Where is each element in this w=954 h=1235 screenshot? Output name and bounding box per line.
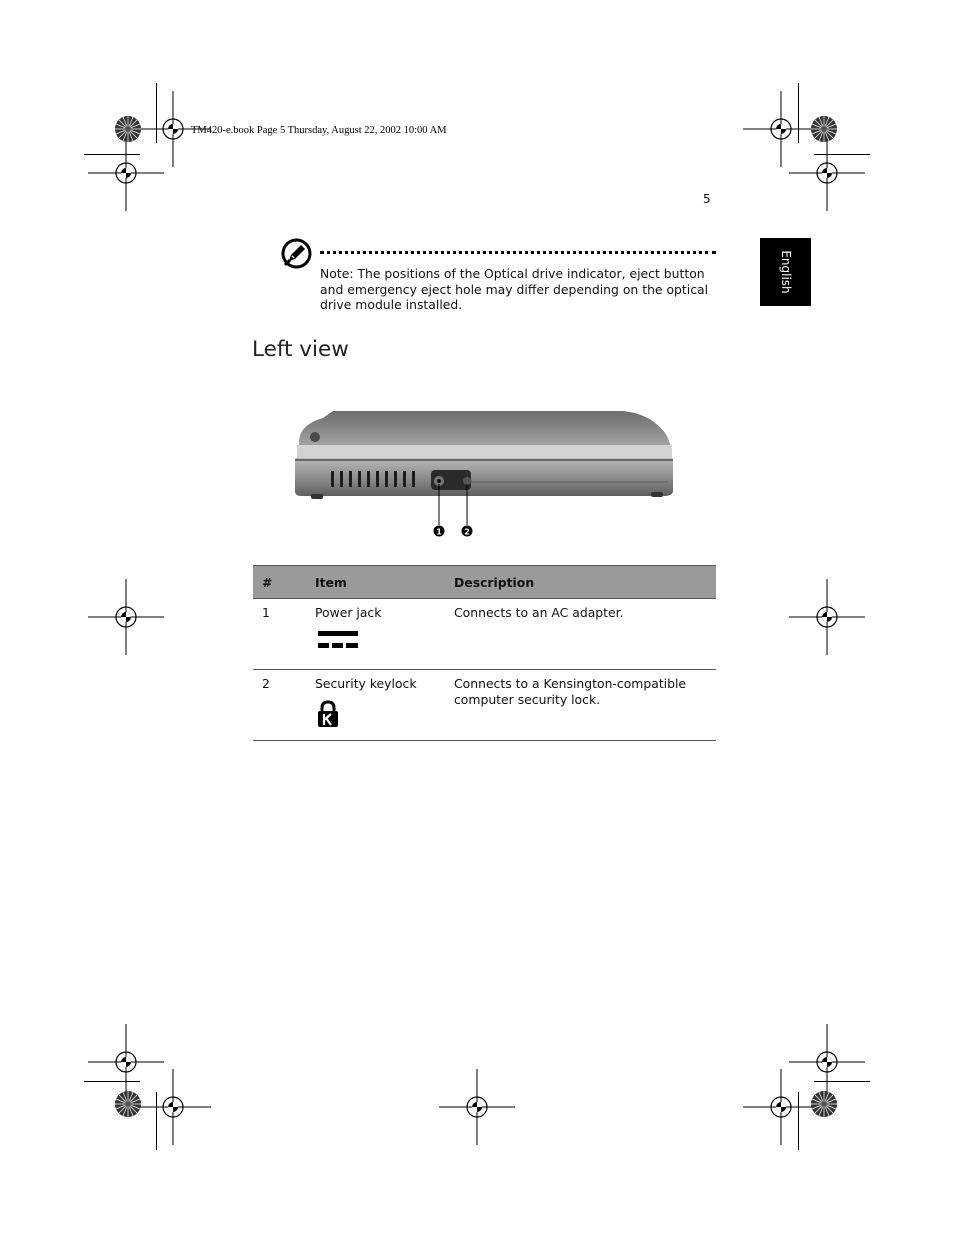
section-title: Left view [252, 337, 349, 362]
note-pencil-icon [280, 237, 313, 270]
ports-table [253, 565, 716, 741]
row-item [315, 670, 454, 741]
col-header-description: Description [454, 566, 716, 599]
col-header-number: # [253, 566, 315, 599]
callout-2: 2 [464, 527, 470, 537]
print-header: TM420-e.book Page 5 Thursday, August 22, 2002 10:00 AM [191, 125, 447, 136]
dc-power-icon [315, 629, 359, 651]
row-number: 1 [253, 599, 315, 670]
callout-1: 1 [436, 527, 442, 537]
row-item-label: Security keylock [315, 676, 417, 691]
language-tab [760, 238, 811, 306]
table-row [253, 670, 716, 741]
note-divider [320, 251, 716, 254]
language-tab-label: English [778, 250, 793, 294]
col-header-item: Item [315, 566, 454, 599]
page-number: 5 [703, 192, 711, 206]
row-description: Connects to an AC adapter. [454, 599, 716, 670]
note-text: Note: The positions of the Optical drive indicator, eject button and emergency eject hole may differ depending on the optical drive module installed. [320, 266, 709, 313]
row-number: 2 [253, 670, 315, 741]
table-header-row [253, 566, 716, 599]
row-description: Connects to a Kensington-compatible computer security lock. [454, 670, 716, 741]
table-row [253, 599, 716, 670]
row-item-label: Power jack [315, 605, 382, 620]
kensington-lock-icon [315, 700, 341, 728]
laptop-left-view-image [293, 404, 674, 548]
row-item [315, 599, 454, 670]
